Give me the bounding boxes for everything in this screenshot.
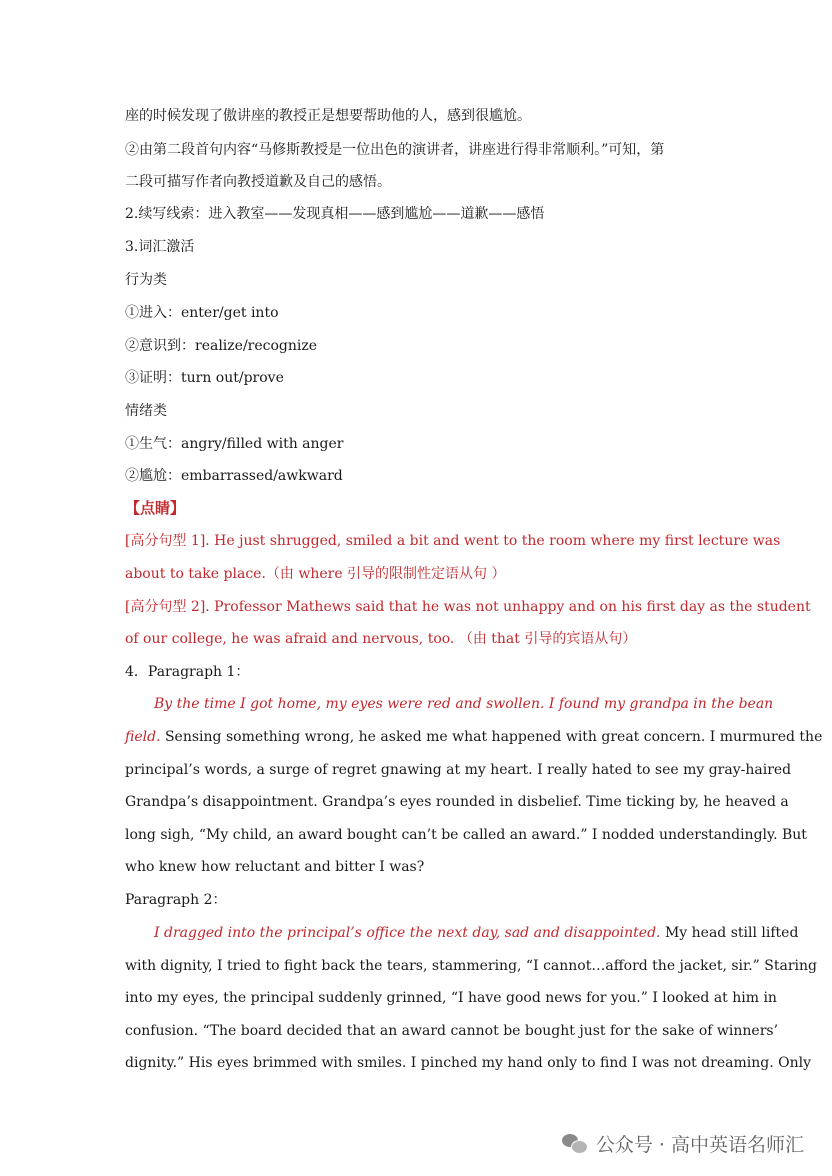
text-line: 座的时候发现了傲讲座的教授正是想要帮助他的人，感到很尴尬。 bbox=[125, 108, 531, 124]
paragraph-line: dignity.” His eyes brimmed with smiles. I pinched my hand only to find I was not dreaming. Only bbox=[125, 1055, 812, 1071]
paragraph-text: Sensing something wrong, he asked me what happened with great concern. I murmured the bbox=[160, 729, 823, 745]
vocab-item: ①生气：angry/filled with anger bbox=[125, 436, 344, 452]
sentence-line: about to take place.（由 where 引导的限制性定语从句 ） bbox=[125, 566, 506, 582]
text-line: 2.续写线索：进入教室——发现真相——感到尴尬——道歉——感悟 bbox=[125, 206, 545, 222]
paragraph-line: with dignity, I tried to fight back the tears, stammering, “I cannot…afford the jacket, sir.” Staring bbox=[125, 958, 817, 974]
watermark-footer bbox=[562, 1129, 804, 1157]
paragraph-heading: 4．Paragraph 1： bbox=[125, 664, 250, 680]
paragraph-line: who knew how reluctant and bitter I was? bbox=[125, 859, 425, 875]
sentence-line: [高分句型 2]. Professor Mathews said that he was not unhappy and on his first day as the student bbox=[125, 599, 811, 615]
paragraph-line: into my eyes, the principal suddenly grinned, “I have good news for you.” I looked at him in bbox=[125, 990, 777, 1006]
text-line: 二段可描写作者向教授道歉及自己的感悟。 bbox=[125, 174, 391, 190]
paragraph-line: confusion. “The board decided that an award cannot be bought just for the sake of winners’ bbox=[125, 1023, 779, 1039]
dianjing-heading: 【点睛】 bbox=[125, 499, 186, 517]
vocab-item: ②意识到：realize/recognize bbox=[125, 338, 318, 354]
vocab-item: ①进入：enter/get into bbox=[125, 305, 279, 321]
paragraph-line: Grandpa’s disappointment. Grandpa’s eyes rounded in disbelief. Time ticking by, he heaved a bbox=[125, 794, 789, 810]
paragraph-line bbox=[125, 727, 823, 747]
sentence-line: of our college, he was afraid and nervous, too. （由 that 引导的宾语从句） bbox=[125, 631, 637, 647]
footer-text: 公众号 · 高中英语名师汇 bbox=[595, 1133, 804, 1156]
paragraph-heading: Paragraph 2： bbox=[125, 892, 227, 908]
paragraph-line: long sigh, “My child, an award bought can’t be called an award.” I nodded understandingly. But bbox=[125, 827, 807, 843]
vocab-item: ③证明：turn out/prove bbox=[125, 370, 284, 386]
section-heading: 3.词汇激活 bbox=[125, 239, 195, 255]
text-line: ②由第二段首句内容“马修斯教授是一位出色的演讲者，讲座进行得非常顺利。”可知，第 bbox=[125, 142, 665, 158]
paragraph-line: principal’s words, a surge of regret gnawing at my heart. I really hated to see my gray-haired bbox=[125, 762, 792, 778]
paragraph-text: My head still lifted bbox=[660, 925, 799, 941]
paragraph-opening: I dragged into the principal’s office the next day, sad and disappointed. bbox=[154, 925, 661, 941]
paragraph-line bbox=[154, 923, 799, 943]
sentence-line: [高分句型 1]. He just shrugged, smiled a bit and went to the room where my first lecture was bbox=[125, 533, 781, 549]
paragraph-opening: field. bbox=[125, 729, 161, 745]
wechat-icon bbox=[562, 1132, 588, 1154]
vocab-item: ②尴尬：embarrassed/awkward bbox=[125, 468, 343, 484]
category-heading: 行为类 bbox=[125, 272, 167, 288]
paragraph-opening: By the time I got home, my eyes were red and swollen. I found my grandpa in the bean bbox=[154, 696, 774, 712]
category-heading: 情绪类 bbox=[125, 403, 167, 419]
